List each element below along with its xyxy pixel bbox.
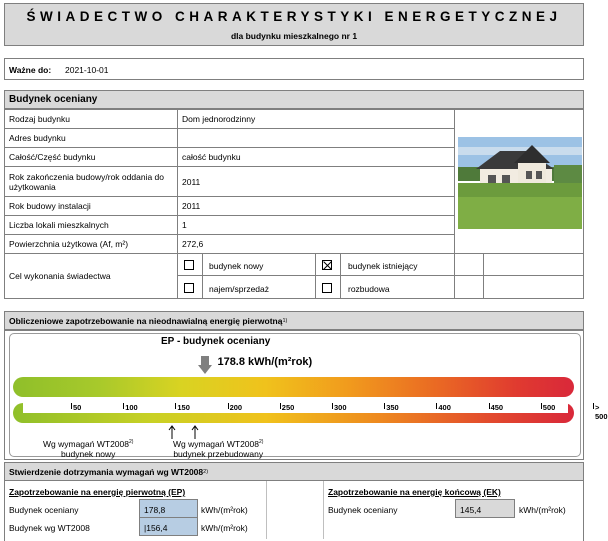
row-label-part: Całość/Część budynku — [4, 147, 178, 167]
row-value-type: Dom jednorodzinny — [177, 109, 455, 129]
option-rent-sale: najem/sprzedaż — [209, 284, 270, 294]
ep-row-assessed-value: 178,8 — [139, 499, 198, 518]
checkbox-new-building[interactable] — [184, 260, 194, 270]
row-value-part: całość budynku — [177, 147, 455, 167]
checkbox-extension[interactable] — [322, 283, 332, 293]
ep-demand-header: Zapotrzebowanie na energię pierwotną (EP) — [9, 487, 186, 497]
ep-tick-line — [175, 403, 176, 409]
row-value-units: 1 — [177, 215, 455, 235]
ep-gradient-bar — [13, 377, 574, 397]
ep-scale-title: EP - budynek oceniany — [161, 336, 271, 347]
ep-tick-line — [280, 403, 281, 409]
ep-value-arrow-icon — [198, 356, 212, 374]
row-value-installation-year: 2011 — [177, 196, 455, 216]
row-value-area: 272,6 — [177, 234, 455, 254]
ep-section-title — [4, 311, 584, 330]
purpose-options — [177, 253, 584, 299]
ep-tick-line — [593, 403, 594, 409]
document-subtitle: dla budynku mieszkalnego nr 1 — [230, 31, 358, 41]
ep-tick-label: 150 — [177, 403, 190, 412]
option-existing-building: budynek istniejący — [348, 261, 418, 271]
ep-tick-line — [123, 403, 124, 409]
ep-row-wt2008-value-text: 156,4 — [146, 523, 168, 533]
ek-row-assessed-unit: kWh/(m²rok) — [519, 505, 566, 515]
option-new-building: budynek nowy — [209, 261, 264, 271]
validity-box — [4, 58, 584, 80]
row-value-year-built: 2011 — [177, 166, 455, 197]
ep-tick-label: 250 — [281, 403, 295, 412]
row-label-type: Rodzaj budynku — [4, 109, 178, 129]
document-header — [4, 3, 584, 46]
marker-new-label-2: budynek nowy — [61, 448, 116, 459]
ep-tick-label: 350 — [386, 403, 399, 412]
ep-tick-line — [436, 403, 437, 409]
ep-section-title-text: Obliczeniowe zapotrzebowanie na nieodnawialną energię pierwotną — [9, 315, 283, 326]
ep-section-title-sup: 1) — [282, 317, 288, 324]
photo-frame — [454, 109, 584, 254]
ep-tick-label: > 500 — [595, 403, 608, 421]
ek-demand-header: Zapotrzebowanie na energię końcową (EK) — [328, 487, 501, 497]
validity-label: Ważne do: — [9, 65, 52, 75]
ep-tick-label: 50 — [73, 403, 82, 412]
ep-tick-label: 100 — [125, 403, 138, 412]
ep-row-wt2008-value: |156,4 — [139, 517, 198, 536]
ep-tick-label: 500 — [542, 403, 556, 412]
option-extension: rozbudowa — [348, 284, 390, 294]
ep-tick-line — [384, 403, 385, 409]
ek-row-assessed-value: 145,4 — [455, 499, 515, 518]
row-value-address — [177, 128, 455, 148]
ep-tick-line — [228, 403, 229, 409]
checkbox-existing-building[interactable] — [322, 260, 332, 270]
ep-row-wt2008-unit: kWh/(m²rok) — [201, 523, 248, 533]
ep-tick-label: 200 — [229, 403, 243, 412]
row-label-year-built: Rok zakończenia budowy/rok oddania do użytkowania — [4, 166, 178, 197]
document-title: ŚWIADECTWO CHARAKTERYSTYKI ENERGETYCZNEJ — [26, 9, 562, 24]
building-section-title: Budynek oceniany — [4, 90, 584, 109]
marker-rebuilt-label-1: Wg wymagań WT2008 — [173, 438, 259, 449]
validity-date: 2021-10-01 — [65, 65, 109, 75]
ep-tick-line — [71, 403, 72, 409]
ep-tick-label: 450 — [490, 403, 504, 412]
ep-tick-label: 300 — [334, 403, 347, 412]
ep-tick-line — [332, 403, 333, 409]
row-label-area: Powierzchnia użytkowa (Af, m²) — [4, 234, 178, 254]
checkbox-rent-sale[interactable] — [184, 283, 194, 293]
ep-scale-panel — [4, 330, 608, 460]
compliance-body — [4, 481, 584, 541]
marker-rebuilt-sup: 2) — [258, 439, 264, 445]
compliance-title-sup: 2) — [203, 468, 209, 475]
ep-axis-white — [23, 403, 568, 413]
marker-rebuilt-label-2: budynek przebudowany — [173, 448, 264, 459]
ep-tick-label: 400 — [438, 403, 451, 412]
compliance-title — [4, 462, 584, 481]
marker-new-label-1: Wg wymagań WT2008 — [43, 438, 129, 449]
ep-row-assessed-unit: kWh/(m²rok) — [201, 505, 248, 515]
ep-row-wt2008-label: Budynek wg WT2008 — [9, 523, 90, 533]
ep-value-label: 178.8 kWh/(m²rok) — [217, 356, 313, 368]
row-label-units: Liczba lokali mieszkalnych — [4, 215, 178, 235]
ep-tick-line — [541, 403, 542, 409]
marker-new-sup: 2) — [128, 439, 134, 445]
ek-row-assessed-label: Budynek oceniany — [328, 505, 398, 515]
marker-rebuilt-label — [173, 437, 263, 459]
compliance-title-text: Stwierdzenie dotrzymania wymagań wg WT2008 — [9, 466, 204, 477]
purpose-label: Cel wykonania świadectwa — [4, 253, 178, 299]
marker-new-label — [43, 437, 133, 459]
row-label-address: Adres budynku — [4, 128, 178, 148]
house-photo — [458, 137, 582, 229]
ep-tick-line — [489, 403, 490, 409]
ep-row-assessed-label: Budynek oceniany — [9, 505, 79, 515]
row-label-installation-year: Rok budowy instalacji — [4, 196, 178, 216]
